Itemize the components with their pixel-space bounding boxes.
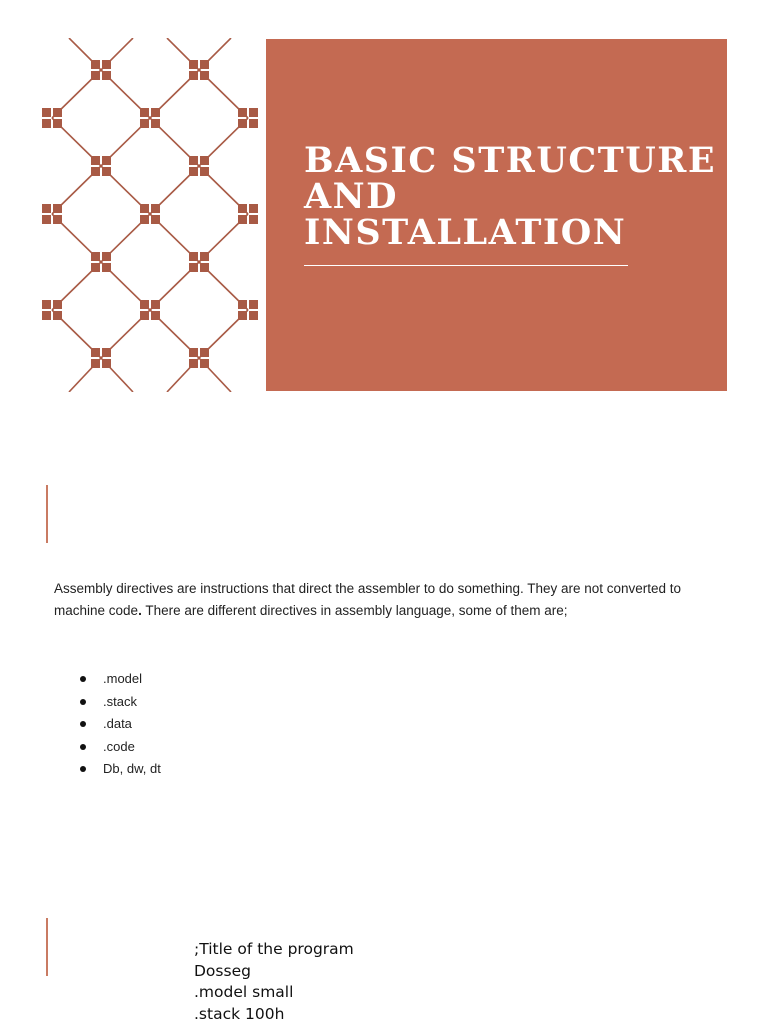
lattice-tile bbox=[200, 263, 209, 272]
section-accent-bar bbox=[46, 485, 48, 543]
lattice-tile bbox=[249, 119, 258, 128]
lattice-tile bbox=[42, 311, 51, 320]
lattice-tile bbox=[189, 263, 198, 272]
lattice-tile bbox=[102, 348, 111, 357]
lattice-tile bbox=[189, 71, 198, 80]
lattice-tile bbox=[200, 60, 209, 69]
intro-text-bold: . bbox=[138, 602, 142, 618]
lattice-tile bbox=[151, 108, 160, 117]
list-item: .model bbox=[80, 668, 161, 691]
lattice-tile bbox=[151, 215, 160, 224]
lattice-tile bbox=[200, 156, 209, 165]
lattice-tile bbox=[53, 119, 62, 128]
code-line: .model small bbox=[194, 983, 294, 1002]
lattice-tile bbox=[42, 108, 51, 117]
lattice-tile bbox=[102, 71, 111, 80]
lattice-tile bbox=[140, 300, 149, 309]
lattice-tile bbox=[102, 263, 111, 272]
lattice-tile bbox=[249, 311, 258, 320]
lattice-tile bbox=[91, 359, 100, 368]
lattice-tile bbox=[238, 119, 247, 128]
lattice-tile bbox=[53, 311, 62, 320]
lattice-tile bbox=[200, 348, 209, 357]
lattice-tile bbox=[140, 311, 149, 320]
lattice-tile bbox=[102, 60, 111, 69]
lattice-tile bbox=[42, 119, 51, 128]
lattice-tile bbox=[91, 71, 100, 80]
code-line: .stack 100h bbox=[194, 1004, 285, 1023]
lattice-tile bbox=[189, 167, 198, 176]
code-line: Dosseg bbox=[194, 961, 251, 980]
list-item: .code bbox=[80, 736, 161, 759]
title-line-3: INSTALLATION bbox=[304, 212, 627, 253]
lattice-tile bbox=[200, 252, 209, 261]
lattice-tile bbox=[140, 108, 149, 117]
lattice-tile bbox=[249, 300, 258, 309]
page-title bbox=[304, 140, 717, 253]
list-item: Db, dw, dt bbox=[80, 758, 161, 781]
lattice-tile bbox=[189, 252, 198, 261]
directives-list bbox=[80, 668, 161, 781]
lattice-tile bbox=[53, 300, 62, 309]
lattice-tile bbox=[151, 300, 160, 309]
code-line: ;Title of the program bbox=[194, 940, 354, 958]
lattice-icon bbox=[40, 38, 260, 392]
lattice-tile bbox=[53, 108, 62, 117]
lattice-tile bbox=[249, 108, 258, 117]
lattice-tile bbox=[189, 60, 198, 69]
list-item: .data bbox=[80, 713, 161, 736]
lattice-tile bbox=[151, 119, 160, 128]
lattice-tile bbox=[53, 204, 62, 213]
lattice-tile bbox=[200, 71, 209, 80]
lattice-tile bbox=[151, 204, 160, 213]
lattice-tile bbox=[249, 215, 258, 224]
lattice-tile bbox=[91, 167, 100, 176]
title-line-1: BASIC STRUCTURE bbox=[304, 140, 717, 181]
lattice-tile bbox=[91, 348, 100, 357]
lattice-tile bbox=[238, 215, 247, 224]
lattice-tile bbox=[42, 215, 51, 224]
lattice-tile bbox=[140, 119, 149, 128]
lattice-tile bbox=[140, 204, 149, 213]
lattice-tile bbox=[91, 60, 100, 69]
lattice-tile bbox=[102, 167, 111, 176]
intro-text-2: There are different directives in assembly language, some of them are; bbox=[141, 602, 568, 618]
lattice-tile bbox=[189, 156, 198, 165]
lattice-tile bbox=[102, 359, 111, 368]
lattice-tile bbox=[238, 204, 247, 213]
lattice-tile bbox=[238, 300, 247, 309]
code-block bbox=[194, 939, 354, 1025]
list-item: .stack bbox=[80, 691, 161, 714]
lattice-tile bbox=[200, 359, 209, 368]
lattice-tile bbox=[42, 300, 51, 309]
lattice-tile bbox=[189, 348, 198, 357]
intro-paragraph bbox=[54, 578, 694, 621]
lattice-tile bbox=[189, 359, 198, 368]
lattice-tile bbox=[53, 215, 62, 224]
lattice-tile bbox=[151, 311, 160, 320]
lattice-tile bbox=[91, 263, 100, 272]
lattice-tile bbox=[238, 311, 247, 320]
lattice-tile bbox=[102, 252, 111, 261]
code-accent-bar bbox=[46, 918, 48, 976]
lattice-tile bbox=[200, 167, 209, 176]
lattice-tile bbox=[91, 156, 100, 165]
lattice-tile bbox=[42, 204, 51, 213]
decorative-lattice-pattern bbox=[40, 38, 260, 392]
title-banner bbox=[266, 39, 727, 391]
lattice-tile bbox=[91, 252, 100, 261]
title-underline bbox=[304, 265, 628, 266]
title-line-2: AND bbox=[304, 176, 398, 217]
lattice-tile bbox=[249, 204, 258, 213]
intro-text-1: Assembly directives are instructions that direct the assembler to do something. They are not converted to machine code bbox=[54, 581, 682, 618]
lattice-tile bbox=[238, 108, 247, 117]
lattice-tile bbox=[140, 215, 149, 224]
lattice-tile bbox=[102, 156, 111, 165]
